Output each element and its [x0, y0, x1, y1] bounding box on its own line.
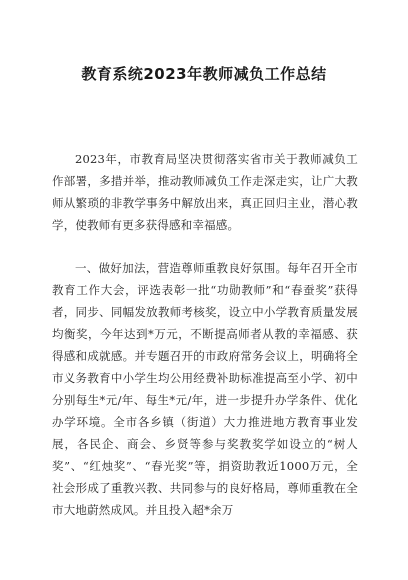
- paragraph-intro: 2023年，市教育局坚决贯彻落实省市关于教师减负工作部署，多措并举，推动教师减负工作走深走实，让广大教师从繁琐的非教学事务中解放出来，真正回归主业，潜心教学，使教师有更多获得感和幸福感。: [52, 152, 358, 232]
- document-title: 教育系统2023年教师减负工作总结: [81, 65, 327, 83]
- document-body: [52, 148, 358, 542]
- paragraph-section-one: 一、做好加法，营造尊师重教良好氛围。每年召开全市教育工作大会，评选表彰一批“功勋教师”和“春蚕奖”获得者，同步、同幅发放教师考核奖，设立中小学教育质量发展均衡奖，今年达到*万元，不断提高师者从教的幸福感、获得感和成就感。并专题召开的市政府常务会议上，明确将全市义务教育中小学生均公用经费补助标准提高至小学、初中分别每生*元/年、每生*元/年，进一步提升办学条件、优化办学环境。全市各乡镇（街道）大力推进地方教育事业发展，各民企、商会、乡贤等参与奖教奖学如设立的“树人奖”、“红烛奖”、“春光奖”等，捐资助教近1000万元，全社会形成了重教兴教、共同参与的良好格局，尊师重教在全市大地蔚然成风。并且投入超*余万: [52, 261, 358, 517]
